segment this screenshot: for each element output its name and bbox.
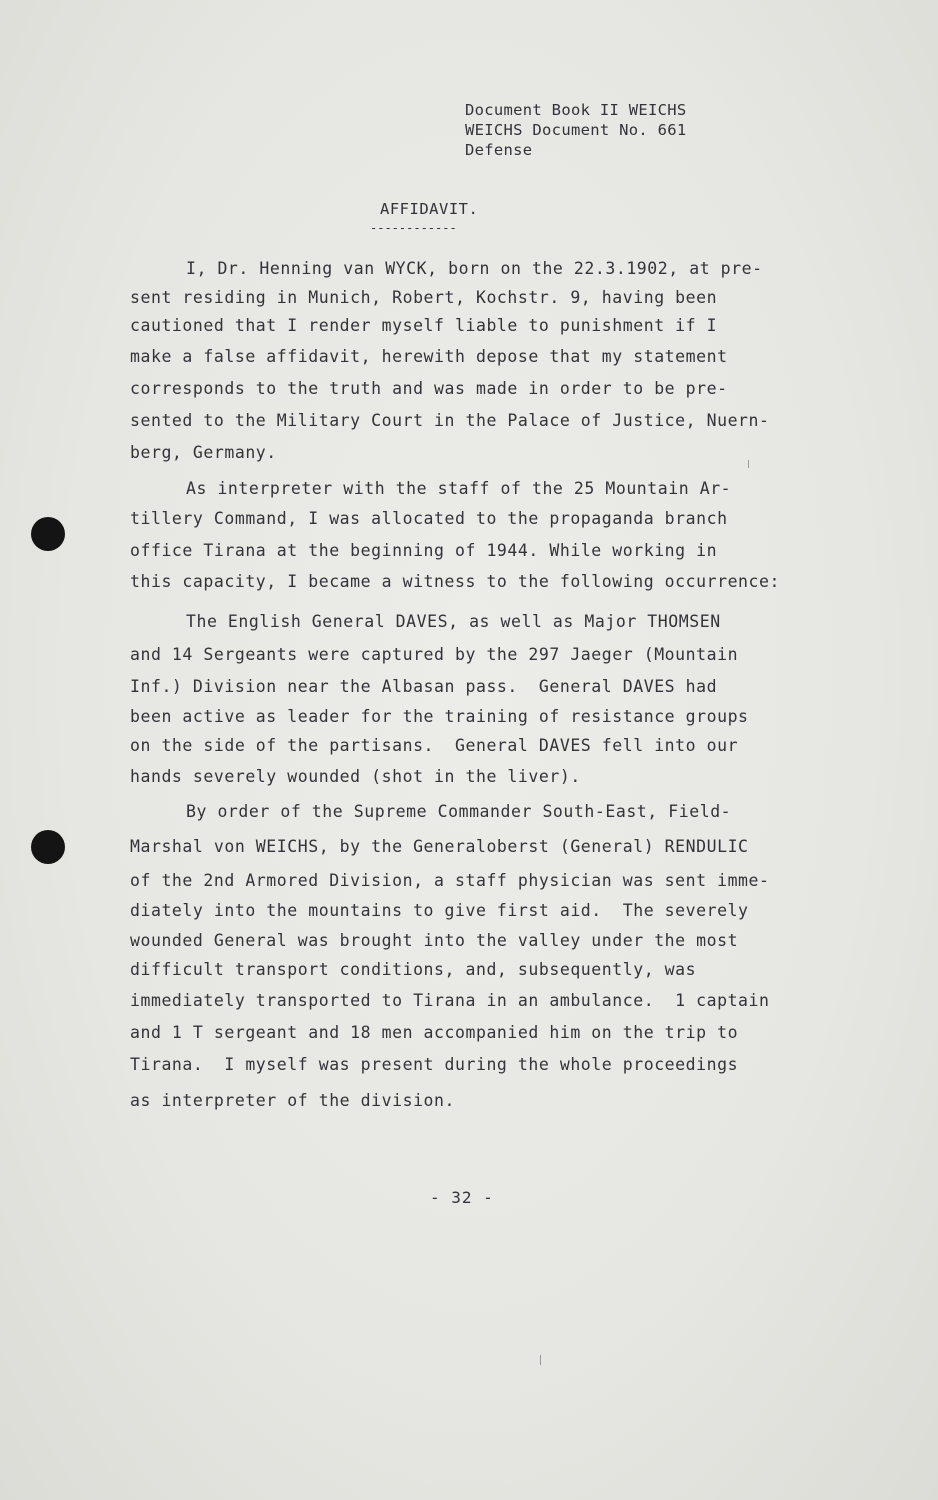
page-number: - 32 - [430, 1188, 494, 1207]
paper-speck [748, 460, 749, 468]
body-line: diately into the mountains to give first aid. The severely [130, 901, 749, 920]
body-line: The English General DAVES, as well as Major THOMSEN [186, 612, 721, 631]
body-line: and 14 Sergeants were captured by the 297 Jaeger (Mountain [130, 645, 739, 664]
body-line: and 1 T sergeant and 18 men accompanied him on the trip to [130, 1023, 739, 1042]
header-line-1: Document Book II WEICHS [465, 101, 687, 119]
body-line: as interpreter of the division. [130, 1091, 455, 1110]
body-line: Marshal von WEICHS, by the Generaloberst (General) RENDULIC [130, 837, 749, 856]
body-line: By order of the Supreme Commander South-East, Field- [186, 802, 732, 821]
body-line: wounded General was brought into the valley under the most [130, 931, 739, 950]
body-line: sented to the Military Court in the Palace of Justice, Nuern- [130, 411, 770, 430]
punch-hole-top [31, 517, 65, 551]
body-line: sent residing in Munich, Robert, Kochstr. 9, having been [130, 288, 718, 307]
punch-hole-bottom [31, 830, 65, 864]
body-line: As interpreter with the staff of the 25 Mountain Ar- [186, 479, 732, 498]
body-line: berg, Germany. [130, 443, 277, 462]
header-line-2: WEICHS Document No. 661 [465, 121, 687, 139]
title-underline: ------------ [370, 221, 457, 235]
paper-speck [540, 1355, 541, 1365]
body-line: Inf.) Division near the Albasan pass. General DAVES had [130, 677, 718, 696]
body-line: been active as leader for the training of resistance groups [130, 707, 749, 726]
document-header [465, 100, 687, 160]
body-line: of the 2nd Armored Division, a staff physician was sent imme- [130, 871, 770, 890]
document-title: AFFIDAVIT. [380, 200, 479, 218]
body-line: tillery Command, I was allocated to the propaganda branch [130, 509, 728, 528]
body-line: difficult transport conditions, and, subsequently, was [130, 960, 697, 979]
body-line: on the side of the partisans. General DAVES fell into our [130, 736, 739, 755]
body-line: I, Dr. Henning van WYCK, born on the 22.3.1902, at pre- [186, 259, 763, 278]
body-line: cautioned that I render myself liable to punishment if I [130, 316, 718, 335]
body-line: immediately transported to Tirana in an ambulance. 1 captain [130, 991, 770, 1010]
body-line: make a false affidavit, herewith depose that my statement [130, 347, 728, 366]
body-line: Tirana. I myself was present during the whole proceedings [130, 1055, 739, 1074]
header-line-3: Defense [465, 141, 533, 159]
body-line: hands severely wounded (shot in the liver). [130, 767, 581, 786]
body-line: office Tirana at the beginning of 1944. While working in [130, 541, 718, 560]
body-line: corresponds to the truth and was made in order to be pre- [130, 379, 728, 398]
body-line: this capacity, I became a witness to the following occurrence: [130, 572, 780, 591]
